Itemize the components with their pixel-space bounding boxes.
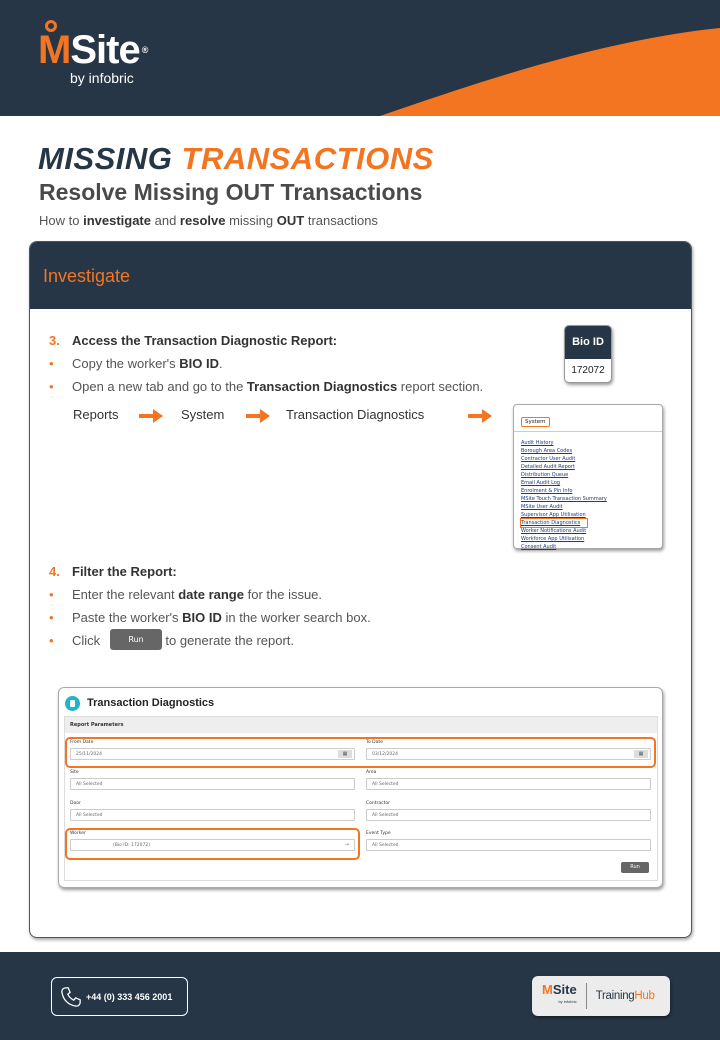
system-menu-header[interactable]: System bbox=[521, 417, 550, 427]
contractor-select[interactable]: All Selected bbox=[366, 809, 651, 821]
area-select[interactable]: All Selected bbox=[366, 778, 651, 790]
report-icon bbox=[65, 696, 80, 711]
site-select[interactable]: All Selected bbox=[70, 778, 355, 790]
menu-item-transaction-diagnostics[interactable]: Transaction Diagnostics bbox=[521, 519, 587, 527]
menu-item[interactable]: Borough Area Codes bbox=[521, 448, 573, 454]
msite-small-logo: MSite by infobric bbox=[542, 982, 577, 1004]
step-3-title: 3. Access the Transaction Diagnostic Report: bbox=[49, 333, 338, 348]
menu-item[interactable]: Worker Notifications Audit bbox=[521, 528, 587, 534]
page-title: MISSING TRANSACTIONS bbox=[38, 141, 434, 176]
worker-highlight bbox=[65, 828, 360, 860]
system-menu bbox=[513, 404, 663, 549]
report-title: Transaction Diagnostics bbox=[87, 697, 215, 709]
from-date-input[interactable]: 25/11/2024 ▦ bbox=[70, 748, 355, 760]
to-date-input[interactable]: 03/12/2024 ▦ bbox=[366, 748, 651, 760]
page-heading: Resolve Missing OUT Transactions bbox=[39, 179, 423, 205]
from-date-field: From Date 25/11/2024 ▦ bbox=[70, 740, 355, 760]
bio-id-card: Bio ID 172072 bbox=[564, 325, 612, 383]
run-button-example[interactable]: Run bbox=[110, 629, 162, 650]
report-parameters-header: Report Parameters bbox=[65, 717, 657, 733]
menu-item[interactable]: Distribution Queue bbox=[521, 472, 569, 478]
menu-item[interactable]: Detailed Audit Report bbox=[521, 464, 575, 470]
report-run-button[interactable]: Run bbox=[621, 862, 649, 873]
path-system: System bbox=[181, 407, 225, 422]
menu-item[interactable]: Enrolment & Pin Info bbox=[521, 488, 573, 494]
arrow-right-icon bbox=[139, 408, 164, 424]
path-reports: Reports bbox=[73, 407, 119, 422]
calendar-icon[interactable]: ▦ bbox=[634, 750, 648, 758]
phone-icon bbox=[60, 986, 82, 1008]
menu-item[interactable]: Contractor User Audit bbox=[521, 456, 576, 462]
step-3-bullet-2: • Open a new tab and go to the Transaction Diagnostics report section. bbox=[49, 379, 484, 394]
transaction-diagnostics-report bbox=[58, 687, 663, 888]
step-4-bullet-3: • Click to generate the report. bbox=[49, 633, 295, 648]
training-hub-badge bbox=[532, 976, 670, 1016]
contractor-field: Contractor All Selected bbox=[366, 801, 651, 821]
calendar-icon[interactable]: ▦ bbox=[338, 750, 352, 758]
report-parameters-panel bbox=[64, 716, 658, 881]
step-4-title: 4. Filter the Report: bbox=[49, 564, 177, 579]
phone-contact[interactable]: +44 (0) 333 456 2001 bbox=[51, 977, 188, 1016]
header-banner bbox=[0, 0, 720, 116]
card-header: Investigate bbox=[30, 242, 691, 309]
step-4-bullet-1: • Enter the relevant date range for the issue. bbox=[49, 587, 323, 602]
site-field: Site All Selected bbox=[70, 770, 355, 790]
menu-item[interactable]: Email Audit Log bbox=[521, 480, 561, 486]
menu-item[interactable]: Audit History bbox=[521, 440, 554, 446]
door-select[interactable]: All Selected bbox=[70, 809, 355, 821]
path-transaction-diagnostics: Transaction Diagnostics bbox=[286, 407, 425, 422]
msite-logo: M Site ® by infobric bbox=[38, 22, 147, 86]
menu-item[interactable]: Workforce App Utilisation bbox=[521, 536, 585, 542]
event-type-select[interactable]: All Selected bbox=[366, 839, 651, 851]
step-4-bullet-2: • Paste the worker's BIO ID in the worker search box. bbox=[49, 610, 371, 625]
dropdown-arrow-icon[interactable]: → bbox=[344, 842, 349, 848]
menu-item[interactable]: Consent Audit bbox=[521, 544, 557, 550]
to-date-field: To Date 03/12/2024 ▦ bbox=[366, 740, 651, 760]
event-type-field: Event Type All Selected bbox=[366, 831, 651, 851]
menu-item[interactable]: Supervisor App Utilisation bbox=[521, 512, 586, 518]
worker-search-input[interactable]: (Bio ID: 172072) → bbox=[70, 839, 355, 851]
page-subtitle: How to investigate and resolve missing OUT transactions bbox=[39, 213, 378, 228]
date-range-highlight bbox=[65, 737, 656, 768]
area-field: Area All Selected bbox=[366, 770, 651, 790]
menu-item[interactable]: MSite Touch Transaction Summary bbox=[521, 496, 607, 502]
menu-item[interactable]: MSite User Audit bbox=[521, 504, 563, 510]
arrow-right-icon bbox=[246, 408, 271, 424]
step-3-bullet-1: • Copy the worker's BIO ID. bbox=[49, 356, 223, 371]
door-field: Door All Selected bbox=[70, 801, 355, 821]
by-infobric: by infobric bbox=[70, 70, 134, 86]
arrow-right-icon bbox=[468, 408, 493, 424]
training-hub-label: TrainingHub bbox=[595, 990, 655, 1002]
worker-field: Worker (Bio ID: 172072) → bbox=[70, 831, 355, 851]
